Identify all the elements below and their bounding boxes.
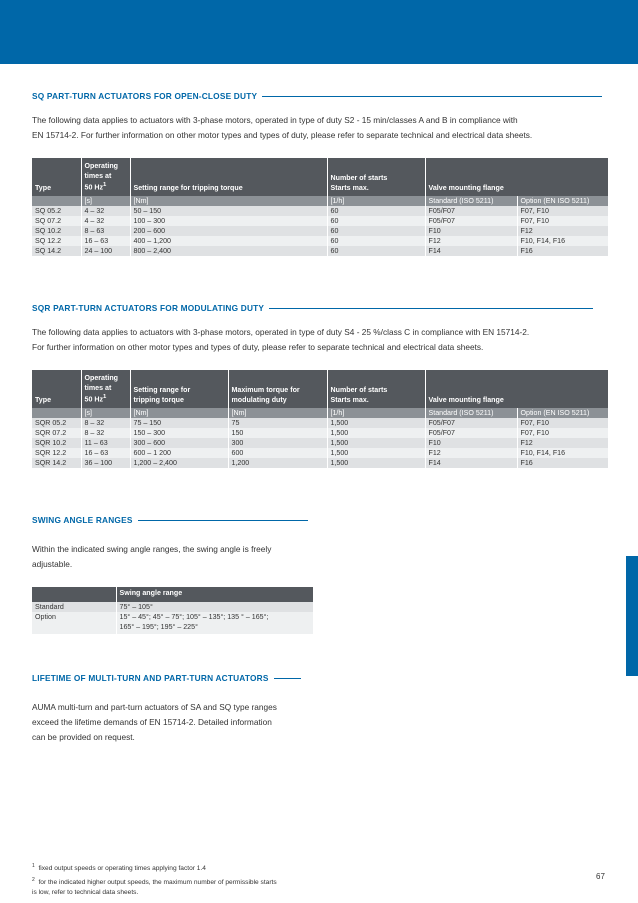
table-cell: F12 (517, 438, 608, 448)
swing-row-value (116, 612, 313, 634)
unit-cell (32, 196, 81, 206)
col-header-type: Type (32, 158, 81, 196)
table-cell: 1,500 (327, 428, 425, 438)
swing-row-label: Option (32, 612, 116, 634)
unit-cell: Option (EN ISO 5211) (517, 408, 608, 418)
col-header-type: Type (32, 370, 81, 408)
table-cell: 1,500 (327, 448, 425, 458)
table-cell: 75 – 150 (130, 418, 228, 428)
table-cell: 1,500 (327, 438, 425, 448)
table-cell: 1,500 (327, 418, 425, 428)
table-cell: 8 – 63 (81, 226, 130, 236)
table-cell: F12 (425, 448, 517, 458)
table-row (32, 438, 608, 448)
heading-rule (262, 96, 602, 97)
table-cell: 8 – 32 (81, 428, 130, 438)
table-cell: F10 (425, 438, 517, 448)
table-cell: 8 – 32 (81, 418, 130, 428)
footnote-text: fixed output speeds or operating times applying factor 1.4 (38, 865, 206, 873)
swing-value-line: 165° – 195°; 195° – 225° (119, 622, 198, 631)
table-row (32, 612, 313, 634)
section-intro-swing (32, 542, 271, 572)
intro-line: For further information on other motor types and types of duty, please refer to separate technical and electrical data sheets. (32, 342, 484, 352)
table-cell: 60 (327, 226, 425, 236)
table-cell: F12 (517, 226, 608, 236)
top-banner (0, 0, 638, 64)
table-cell: 36 – 100 (81, 458, 130, 468)
swing-header-blank (32, 587, 116, 602)
heading-text: SQR PART-TURN ACTUATORS FOR MODULATING DUTY (32, 303, 265, 313)
table-cell: 300 – 600 (130, 438, 228, 448)
table-cell: 600 (228, 448, 327, 458)
table-cell: F07, F10 (517, 418, 608, 428)
table-cell: SQR 07.2 (32, 428, 81, 438)
table-cell: 24 – 100 (81, 246, 130, 256)
table-cell: 150 – 300 (130, 428, 228, 438)
table-row (32, 458, 608, 468)
table-cell: 16 – 63 (81, 236, 130, 246)
col-header-starts: Number of starts Starts max. (327, 370, 425, 408)
unit-cell (32, 408, 81, 418)
table-cell: 800 – 2,400 (130, 246, 327, 256)
table-cell: 60 (327, 216, 425, 226)
body-line: can be provided on request. (32, 732, 135, 742)
body-line: exceed the lifetime demands of EN 15714-2. Detailed information (32, 717, 272, 727)
section-heading-sqr (32, 303, 593, 313)
col-header-flange: Valve mounting flange (425, 370, 608, 408)
footnote-mark: 1 (32, 863, 35, 869)
table-cell: 300 (228, 438, 327, 448)
heading-text: LIFETIME OF MULTI-TURN AND PART-TURN ACTUATORS (32, 673, 269, 683)
table-row (32, 206, 608, 216)
table-cell: SQR 14.2 (32, 458, 81, 468)
footnote-2 (32, 875, 277, 889)
table-cell: 60 (327, 206, 425, 216)
section-heading-sq (32, 91, 602, 101)
table-row (32, 236, 608, 246)
section-intro-sqr (32, 325, 529, 355)
table-cell: 4 – 32 (81, 216, 130, 226)
table-cell: 400 – 1,200 (130, 236, 327, 246)
swing-value-line: 15° – 45°; 45° – 75°; 105° – 135°; 135 ° – 165°; (119, 613, 269, 621)
table-row (32, 216, 608, 226)
table-cell: F14 (425, 458, 517, 468)
swing-row-value: 75° – 105° (116, 602, 313, 612)
table-cell: F07, F10 (517, 206, 608, 216)
table-cell: SQ 12.2 (32, 236, 81, 246)
table-cell: 16 – 63 (81, 448, 130, 458)
table-cell: F16 (517, 246, 608, 256)
unit-cell: [Nm] (130, 408, 228, 418)
heading-text: SQ PART-TURN ACTUATORS FOR OPEN-CLOSE DUTY (32, 91, 258, 101)
section-heading-swing (32, 515, 308, 525)
intro-line: EN 15714-2. For further information on other motor types and types of duty, please refer to separate technical and electrical data sheets. (32, 130, 533, 140)
table-cell: 1,200 – 2,400 (130, 458, 228, 468)
table-cell: SQ 10.2 (32, 226, 81, 236)
unit-cell: Standard (ISO 5211) (425, 408, 517, 418)
unit-cell: Standard (ISO 5211) (425, 196, 517, 206)
section-intro-sq (32, 113, 532, 143)
table-cell: 75 (228, 418, 327, 428)
footnote-1 (32, 861, 277, 875)
page-number: 67 (596, 872, 605, 881)
section-body-lifetime (32, 700, 277, 745)
table-cell: SQ 07.2 (32, 216, 81, 226)
table-cell: F10, F14, F16 (517, 236, 608, 246)
table-cell: F05/F07 (425, 206, 517, 216)
swing-angle-table (32, 587, 314, 634)
col-header-max-torque: Maximum torque for modulating duty (228, 370, 327, 408)
swing-header: Swing angle range (116, 587, 313, 602)
table-cell: 4 – 32 (81, 206, 130, 216)
table-cell: F12 (425, 236, 517, 246)
unit-cell: [s] (81, 196, 130, 206)
footnote-text: for the indicated higher output speeds, the maximum number of permissible starts (38, 878, 277, 886)
sq-data-table (32, 158, 609, 256)
units-row (32, 408, 608, 418)
table-cell: 600 – 1 200 (130, 448, 228, 458)
col-header-starts: Number of starts Starts max. (327, 158, 425, 196)
col-header-operating-times: Operating times at 50 Hz$^1$ (81, 158, 130, 196)
table-cell: 60 (327, 236, 425, 246)
units-row (32, 196, 608, 206)
table-cell: SQR 05.2 (32, 418, 81, 428)
col-header-setting-range: Setting range for tripping torque (130, 158, 327, 196)
intro-line: adjustable. (32, 559, 73, 569)
side-tab-marker (626, 556, 638, 676)
unit-cell: Option (EN ISO 5211) (517, 196, 608, 206)
table-cell: SQR 12.2 (32, 448, 81, 458)
table-cell: F10, F14, F16 (517, 448, 608, 458)
table-cell: 100 – 300 (130, 216, 327, 226)
table-cell: SQR 10.2 (32, 438, 81, 448)
table-cell: F07, F10 (517, 216, 608, 226)
table-cell: 11 – 63 (81, 438, 130, 448)
table-cell: 200 – 600 (130, 226, 327, 236)
intro-line: The following data applies to actuators with 3-phase motors, operated in type of duty S4 - 25 %/class C in compliance with EN 15714-2. (32, 327, 530, 337)
col-header-setting-range: Setting range for tripping torque (130, 370, 228, 408)
unit-cell: [Nm] (130, 196, 327, 206)
swing-row-label: Standard (32, 602, 116, 612)
table-row (32, 418, 608, 428)
unit-cell: [1/h] (327, 196, 425, 206)
sqr-data-table (32, 370, 609, 468)
heading-text: SWING ANGLE RANGES (32, 515, 133, 525)
heading-rule (138, 520, 308, 521)
table-cell: F05/F07 (425, 216, 517, 226)
table-cell: 1,200 (228, 458, 327, 468)
unit-cell: [s] (81, 408, 130, 418)
heading-rule (269, 308, 593, 309)
table-cell: F05/F07 (425, 428, 517, 438)
table-cell: SQ 14.2 (32, 246, 81, 256)
col-header-flange: Valve mounting flange (425, 158, 608, 196)
table-cell: F05/F07 (425, 418, 517, 428)
table-cell: SQ 05.2 (32, 206, 81, 216)
footnote-text-cont: is low, refer to technical data sheets. (32, 889, 139, 897)
table-row (32, 246, 608, 256)
table-row (32, 602, 313, 612)
table-cell: F07, F10 (517, 428, 608, 438)
intro-line: The following data applies to actuators with 3-phase motors, operated in type of duty S2 - 15 min/classes A and B in compliance with (32, 115, 518, 125)
table-row (32, 428, 608, 438)
table-cell: 60 (327, 246, 425, 256)
table-cell: F16 (517, 458, 608, 468)
section-heading-lifetime (32, 673, 301, 683)
unit-cell: [1/h] (327, 408, 425, 418)
intro-line: Within the indicated swing angle ranges, the swing angle is freely (32, 544, 272, 554)
heading-rule (274, 678, 301, 679)
body-line: AUMA multi-turn and part-turn actuators of SA and SQ type ranges (32, 702, 277, 712)
table-cell: 150 (228, 428, 327, 438)
table-cell: F10 (425, 226, 517, 236)
table-row (32, 226, 608, 236)
footnote-mark: 2 (32, 876, 35, 883)
unit-cell: [Nm] (228, 408, 327, 418)
table-cell: F14 (425, 246, 517, 256)
col-header-operating-times: Operating times at 50 Hz$^1$ (81, 370, 130, 408)
table-cell: 50 – 150 (130, 206, 327, 216)
table-row (32, 448, 608, 458)
footnotes (32, 861, 277, 899)
table-cell: 1,500 (327, 458, 425, 468)
